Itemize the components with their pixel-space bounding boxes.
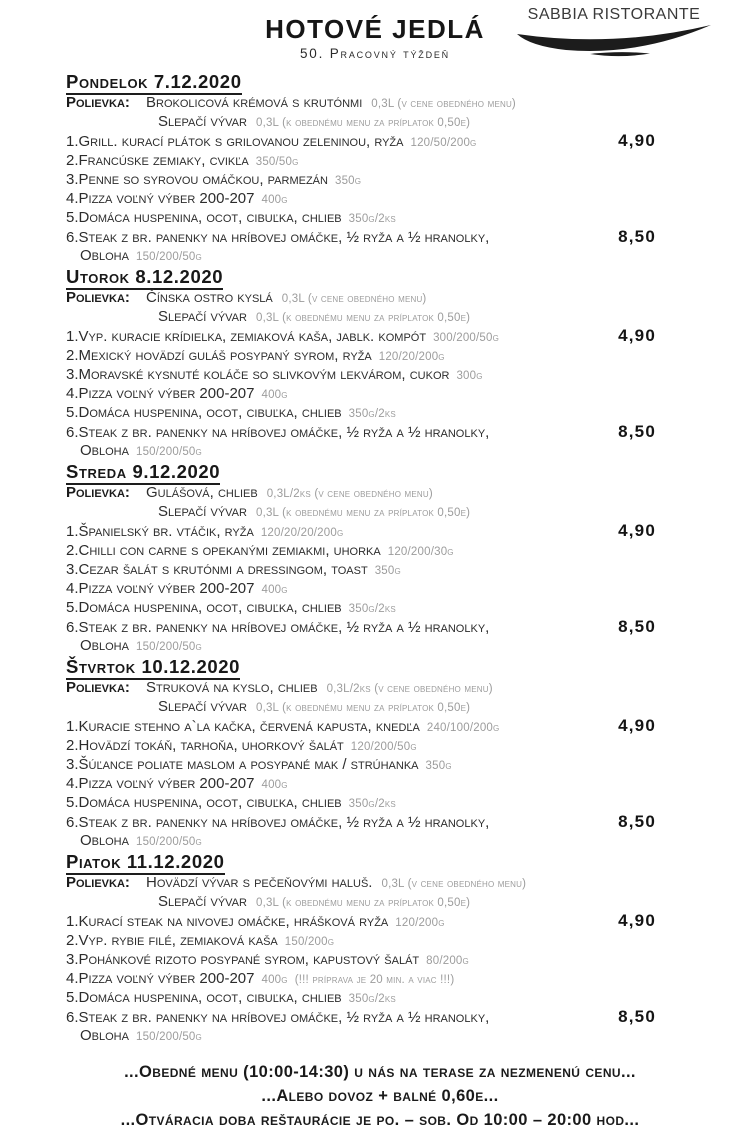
- soup-list: [66, 94, 656, 132]
- menu-item-row: [66, 794, 656, 813]
- day-section: [66, 657, 656, 851]
- menu-item-text: 1.Vyp. kuracie krídielka, zemiaková kaša, jablk. kompót: [66, 328, 427, 345]
- menu-item-text: 4.Pizza voľný výber 200-207: [66, 970, 255, 987]
- menu-item-text: 6.Steak z br. panenky na hríbovej omáčke, ½ ryža a ½ hranolky,: [66, 814, 490, 831]
- menu-item-portion: 80/200g: [426, 955, 469, 967]
- menu-item-row: [66, 247, 656, 266]
- menu-item-row: [66, 190, 656, 209]
- soup-note: 0,3L (k obednému menu za príplatok 0,50e): [255, 312, 471, 324]
- menu-item-text: 1.Kurací steak na nivovej omáčke, hrášková ryža: [66, 913, 389, 930]
- menu-item-portion: 400g: [261, 389, 288, 401]
- menu-item-row: [66, 637, 656, 656]
- menu-item-row: [66, 989, 656, 1008]
- menu-item-row: [66, 1027, 656, 1046]
- soup-note: 0,3L (v cene obedného menu): [381, 878, 527, 890]
- day-title: [66, 657, 656, 677]
- soup-note: 0,3L (k obednému menu za príplatok 0,50e): [255, 117, 471, 129]
- menu-item-text: 1.Grill. kurací plátok s grilovanou zeleninou, ryža: [66, 133, 404, 150]
- menu-item-text: 4.Pizza voľný výber 200-207: [66, 385, 255, 402]
- menu-item-text: 3.Cezar šalát s krutónmi a dressingom, toast: [66, 561, 368, 578]
- menu-item-portion: 400g: [261, 194, 288, 206]
- menu-item-text: 5.Domáca huspenina, ocot, cibuľka, chlieb: [66, 989, 342, 1006]
- menu-item-portion: 350g/2ks: [348, 603, 396, 615]
- menu-item-price: 4,90: [618, 911, 656, 930]
- menu-item-row: [66, 618, 656, 637]
- item-list: [66, 327, 656, 461]
- menu-item-text: 4.Pizza voľný výber 200-207: [66, 775, 255, 792]
- menu-item-row: [66, 209, 656, 228]
- soup-list: [66, 484, 656, 522]
- footer-lunch-menu-note: ...Obedné menu (10:00-14:30) u nás na terase za nezmenenú cenu...: [124, 1063, 636, 1081]
- day-section: [66, 267, 656, 461]
- menu-item-row: [66, 599, 656, 618]
- menu-item-portion: 350g: [374, 565, 401, 577]
- menu-item-portion: 120/200/30g: [387, 546, 454, 558]
- menu-item-portion: 350g/2ks: [348, 213, 396, 225]
- menu-item-portion: 150/200/50g: [135, 836, 202, 848]
- menu-item-price: 4,90: [618, 521, 656, 540]
- day-title: [66, 267, 656, 287]
- soup-row: [66, 94, 656, 113]
- menu-item-text: 3.Pohánkové rizoto posypané syrom, kapustový šalát: [66, 951, 420, 968]
- menu-item-portion: 400g: [261, 974, 288, 986]
- menu-item-portion: 150/200g: [284, 936, 335, 948]
- soup-note: 0,3L/2ks (v cene obedného menu): [326, 683, 493, 695]
- soup-label: Polievka:: [66, 94, 130, 111]
- soup-name: Hovädzí vývar s pečeňovými haluš.: [146, 874, 373, 891]
- day-title-text: Streda 9.12.2020: [66, 461, 220, 485]
- menu-item-row: [66, 366, 656, 385]
- menu-item-row: [66, 171, 656, 190]
- menu-item-row: [66, 912, 656, 932]
- plate-swoosh-icon: [514, 23, 714, 61]
- menu-item-row: [66, 442, 656, 461]
- menu-item-row: [66, 228, 656, 247]
- menu-item-row: [66, 813, 656, 832]
- menu-item-portion: 350/50g: [255, 156, 299, 168]
- item-list: [66, 132, 656, 266]
- menu-item-row: [66, 832, 656, 851]
- menu-item-row: [66, 717, 656, 737]
- soup-list: [66, 679, 656, 717]
- soup-note: 0,3L (v cene obedného menu): [281, 293, 427, 305]
- soup-name: Struková na kyslo, chlieb: [146, 679, 318, 696]
- day-title-text: Pondelok 7.12.2020: [66, 71, 242, 95]
- menu-item-text: Obloha: [80, 832, 129, 849]
- menu-item-text: 6.Steak z br. panenky na hríbovej omáčke, ½ ryža a ½ hranolky,: [66, 1009, 490, 1026]
- menu-item-row: [66, 1008, 656, 1027]
- menu-item-text: 4.Pizza voľný výber 200-207: [66, 190, 255, 207]
- soup-note: 0,3L/2ks (v cene obedného menu): [266, 488, 433, 500]
- menu-item-row: [66, 580, 656, 599]
- menu-item-text: 3.Šúľance poliate maslom a posypané mak / strúhanka: [66, 756, 419, 773]
- menu-item-row: [66, 423, 656, 442]
- menu-item-text: 2.Francúske zemiaky, cvikľa: [66, 152, 249, 169]
- soup-list: [66, 874, 656, 912]
- menu-item-row: [66, 970, 656, 989]
- menu-item-row: [66, 951, 656, 970]
- menu-item-portion: 240/100/200g: [426, 722, 500, 734]
- soup-name: Slepačí vývar: [158, 308, 247, 325]
- soup-note: 0,3L (k obednému menu za príplatok 0,50e): [255, 507, 471, 519]
- page-subtitle: 50. Pracovný týždeň: [300, 46, 450, 61]
- soup-row: [66, 308, 656, 327]
- menu-item-row: [66, 542, 656, 561]
- day-section: [66, 852, 656, 1046]
- menu-item-portion: 300g: [456, 370, 483, 382]
- menu-item-price: 4,90: [618, 131, 656, 150]
- menu-item-portion: 350g: [334, 175, 362, 187]
- soup-row: [66, 113, 656, 132]
- soup-label: Polievka:: [66, 289, 130, 306]
- menu-item-text: 4.Pizza voľný výber 200-207: [66, 580, 255, 597]
- soup-list: [66, 289, 656, 327]
- item-list: [66, 522, 656, 656]
- soup-name: Brokolicová krémová s krutónmi: [146, 94, 363, 111]
- menu-item-price: 8,50: [618, 227, 656, 246]
- soup-row: [66, 679, 656, 698]
- menu-item-text: 3.Moravské kysnuté koláče so slivkovým lekvárom, cukor: [66, 366, 450, 383]
- menu-item-price: 8,50: [618, 422, 656, 441]
- day-section: [66, 462, 656, 656]
- menu-item-portion: 120/200/50g: [350, 741, 417, 753]
- menu-item-row: [66, 756, 656, 775]
- soup-row: [66, 289, 656, 308]
- restaurant-logo: [514, 6, 714, 61]
- menu-item-text: 2.Chilli con carne s opekanými zemiakmi, uhorka: [66, 542, 381, 559]
- menu-item-portion: 350g/2ks: [348, 993, 396, 1005]
- item-list: [66, 717, 656, 851]
- menu-item-portion: 120/50/200g: [410, 137, 477, 149]
- page-footer: [66, 1060, 694, 1132]
- soup-name: Slepačí vývar: [158, 503, 247, 520]
- menu-item-row: [66, 737, 656, 756]
- soup-label: Polievka:: [66, 874, 130, 891]
- menu-item-portion: 120/20/20/200g: [260, 527, 344, 539]
- menu-item-text: 5.Domáca huspenina, ocot, cibuľka, chlieb: [66, 794, 342, 811]
- menu-item-portion: 120/20/200g: [378, 351, 445, 363]
- soup-name: Slepačí vývar: [158, 893, 247, 910]
- menu-item-text: 6.Steak z br. panenky na hríbovej omáčke, ½ ryža a ½ hranolky,: [66, 619, 490, 636]
- menu-days: [66, 72, 656, 1046]
- day-title-text: Štvrtok 10.12.2020: [66, 656, 240, 680]
- soup-label: Polievka:: [66, 484, 130, 501]
- menu-item-text: 6.Steak z br. panenky na hríbovej omáčke, ½ ryža a ½ hranolky,: [66, 424, 490, 441]
- menu-item-text: 1.Kuracie stehno a`la kačka, červená kapusta, knedľa: [66, 718, 420, 735]
- day-title: [66, 72, 656, 92]
- soup-name: Slepačí vývar: [158, 698, 247, 715]
- soup-row: [66, 484, 656, 503]
- menu-item-text: 5.Domáca huspenina, ocot, cibuľka, chlieb: [66, 404, 342, 421]
- menu-item-portion: 150/200/50g: [135, 1031, 202, 1043]
- menu-item-portion: 300/200/50g: [433, 332, 500, 344]
- menu-item-price: 8,50: [618, 812, 656, 831]
- restaurant-name: SABBIA RISTORANTE: [527, 6, 701, 23]
- soup-note: 0,3L (k obednému menu za príplatok 0,50e): [255, 702, 471, 714]
- menu-item-text: 3.Penne so syrovou omáčkou, parmezán: [66, 171, 328, 188]
- menu-item-text: 6.Steak z br. panenky na hríbovej omáčke, ½ ryža a ½ hranolky,: [66, 229, 490, 246]
- soup-label: Polievka:: [66, 679, 130, 696]
- menu-item-text: 2.Mexický hovädzí guláš posypaný syrom, ryža: [66, 347, 372, 364]
- menu-item-text: 2.Hovädzí tokáň, tarhoňa, uhorkový šalát: [66, 737, 344, 754]
- menu-item-row: [66, 385, 656, 404]
- menu-item-row: [66, 347, 656, 366]
- soup-row: [66, 698, 656, 717]
- day-title: [66, 462, 656, 482]
- menu-item-row: [66, 152, 656, 171]
- menu-item-text: 1.Španielský br. vtáčik, ryža: [66, 523, 254, 540]
- day-title: [66, 852, 656, 872]
- menu-item-row: [66, 404, 656, 423]
- menu-item-price: 4,90: [618, 326, 656, 345]
- item-list: [66, 912, 656, 1046]
- menu-item-portion: 150/200/50g: [135, 446, 202, 458]
- menu-item-text: Obloha: [80, 247, 129, 264]
- menu-item-portion: 150/200/50g: [135, 251, 202, 263]
- menu-item-text: 5.Domáca huspenina, ocot, cibuľka, chlieb: [66, 599, 342, 616]
- menu-item-portion: 350g/2ks: [348, 798, 396, 810]
- menu-item-portion: 350g/2ks: [348, 408, 396, 420]
- day-section: [66, 72, 656, 266]
- soup-row: [66, 893, 656, 912]
- menu-item-row: [66, 932, 656, 951]
- page-title: HOTOVÉ JEDLÁ: [265, 14, 485, 44]
- soup-note: 0,3L (k obednému menu za príplatok 0,50e): [255, 897, 471, 909]
- soup-name: Gulášová, chlieb: [146, 484, 258, 501]
- menu-item-price: 8,50: [618, 617, 656, 636]
- menu-item-price: 4,90: [618, 716, 656, 735]
- soup-note: 0,3L (v cene obedného menu): [371, 98, 516, 110]
- day-title-text: Utorok 8.12.2020: [66, 266, 223, 290]
- menu-item-portion: 150/200/50g: [135, 641, 202, 653]
- day-title-text: Piatok 11.12.2020: [66, 851, 225, 875]
- menu-item-portion: 350g: [425, 760, 452, 772]
- menu-item-row: [66, 132, 656, 152]
- menu-item-portion: 400g: [261, 584, 288, 596]
- menu-item-row: [66, 327, 656, 347]
- menu-item-portion: 120/200g: [395, 917, 445, 929]
- soup-row: [66, 503, 656, 522]
- soup-name: Čínska ostro kyslá: [146, 289, 273, 306]
- menu-item-note: (!!! príprava je 20 min. a viac !!!): [294, 974, 455, 986]
- footer-opening-hours: ...Otváracia doba reštaurácie je po. – sob. Od 10:00 – 20:00 hod...: [120, 1111, 640, 1129]
- menu-item-text: 2.Vyp. rybie filé, zemiaková kaša: [66, 932, 278, 949]
- menu-item-text: Obloha: [80, 442, 129, 459]
- menu-item-price: 8,50: [618, 1007, 656, 1026]
- menu-item-row: [66, 775, 656, 794]
- menu-item-text: Obloha: [80, 1027, 129, 1044]
- menu-item-text: 5.Domáca huspenina, ocot, cibuľka, chlieb: [66, 209, 342, 226]
- menu-item-portion: 400g: [261, 779, 288, 791]
- menu-item-row: [66, 522, 656, 542]
- footer-delivery-note: ...Alebo dovoz + balné 0,60e...: [261, 1087, 499, 1105]
- soup-name: Slepačí vývar: [158, 113, 247, 130]
- menu-item-text: Obloha: [80, 637, 129, 654]
- soup-row: [66, 874, 656, 893]
- menu-item-row: [66, 561, 656, 580]
